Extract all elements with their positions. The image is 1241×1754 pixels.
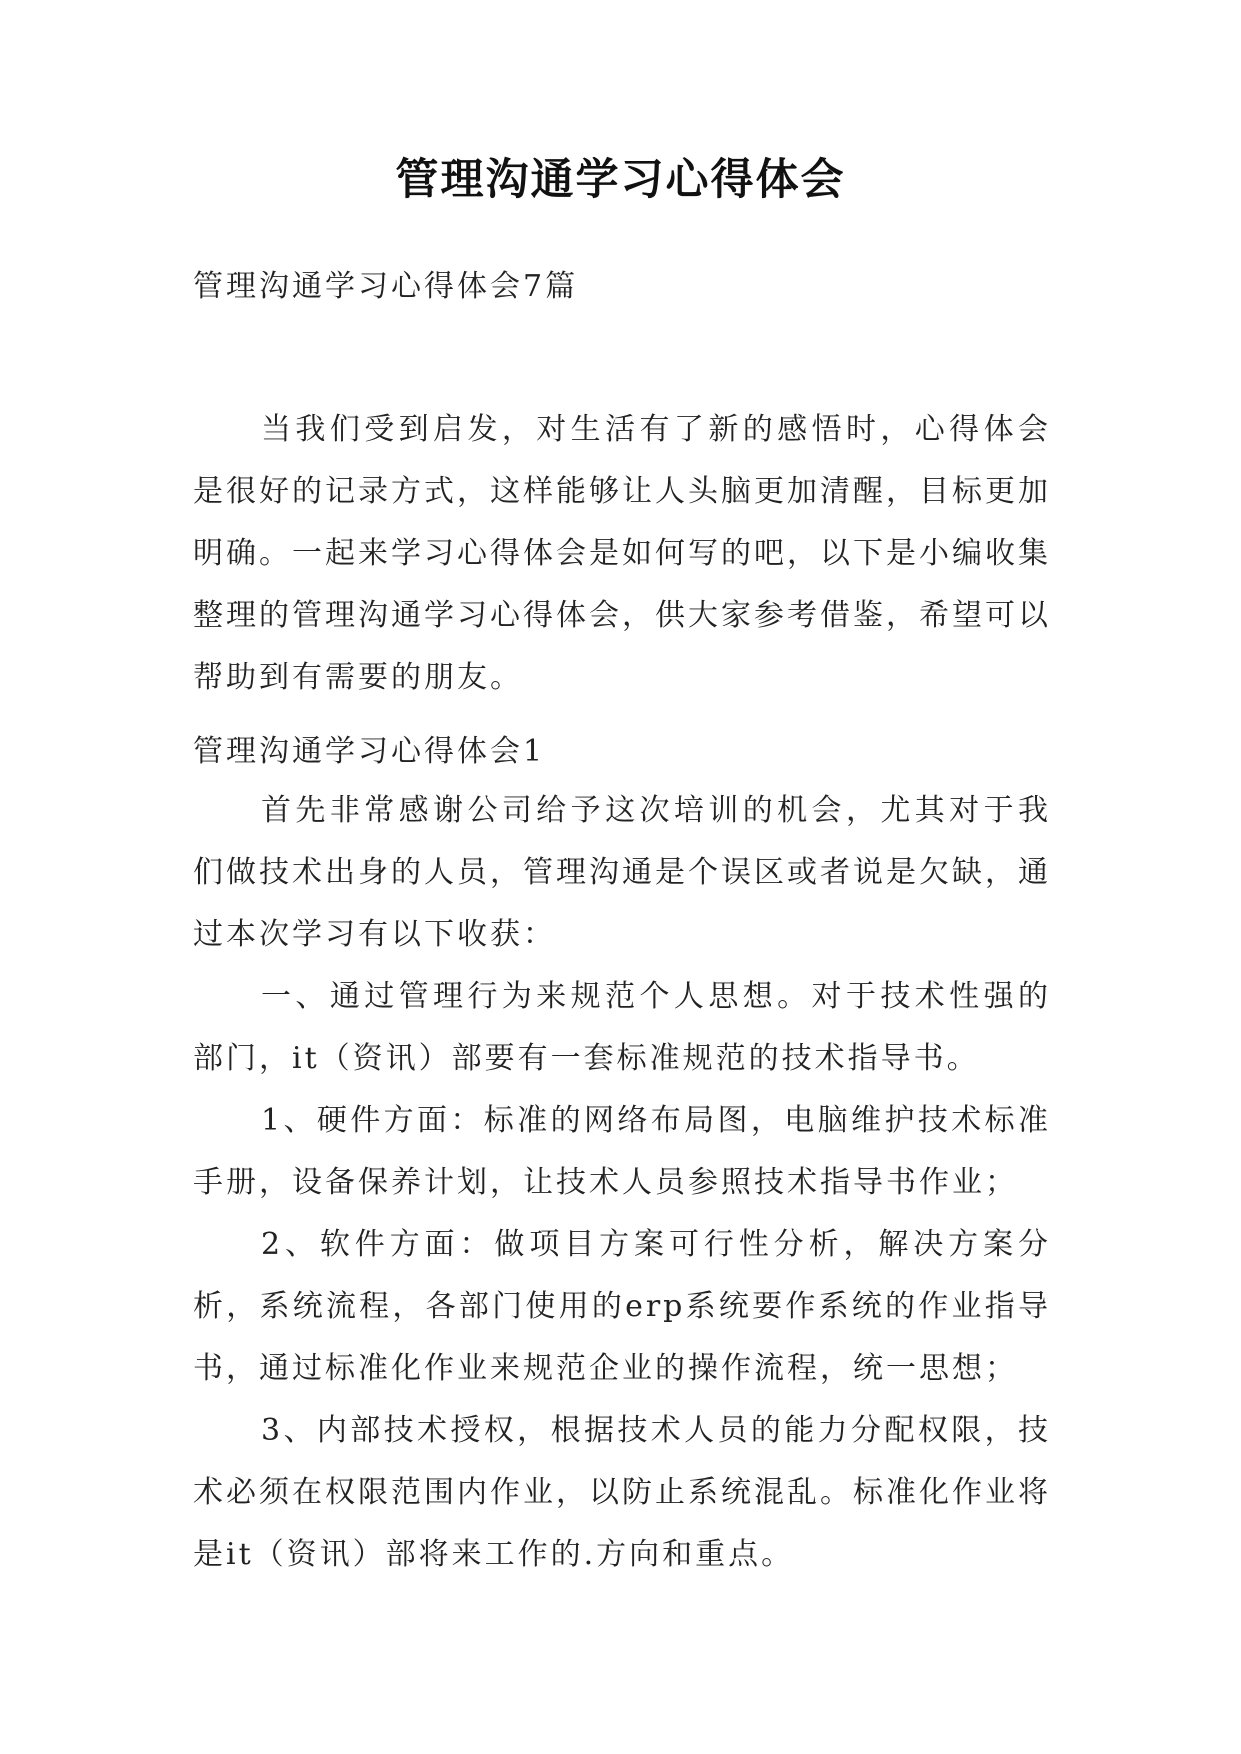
body-paragraph: 2、软件方面：做项目方案可行性分析，解决方案分析，系统流程，各部门使用的erp系统要作系统的作业指导书，通过标准化作业来规范企业的操作流程，统一思想； [193, 1227, 1051, 1386]
intro-paragraph: 当我们受到启发，对生活有了新的感悟时，心得体会是很好的记录方式，这样能够让人头脑更加清醒，目标更加明确。一起来学习心得体会是如何写的吧，以下是小编收集整理的管理沟通学习心得体会，供大家参考借鉴，希望可以帮助到有需要的朋友。 [193, 412, 1051, 695]
section-heading: 管理沟通学习心得体会1 [193, 734, 546, 769]
body-paragraph: 一、通过管理行为来规范个人思想。对于技术性强的部门，it（资讯）部要有一套标准规范的技术指导书。 [193, 979, 1051, 1076]
body-paragraph: 1、硬件方面：标准的网络布局图，电脑维护技术标准手册，设备保养计划，让技术人员参照技术指导书作业； [193, 1103, 1051, 1200]
document-title: 管理沟通学习心得体会 [395, 155, 846, 205]
body-paragraph: 首先非常感谢公司给予这次培训的机会，尤其对于我们做技术出身的人员，管理沟通是个误区或者说是欠缺，通过本次学习有以下收获： [193, 793, 1051, 952]
section-body [193, 780, 1051, 1586]
body-paragraph: 3、内部技术授权，根据技术人员的能力分配权限，技术必须在权限范围内作业，以防止系统混乱。标准化作业将是it（资讯）部将来工作的.方向和重点。 [193, 1413, 1051, 1572]
document-subtitle: 管理沟通学习心得体会7篇 [193, 269, 579, 304]
